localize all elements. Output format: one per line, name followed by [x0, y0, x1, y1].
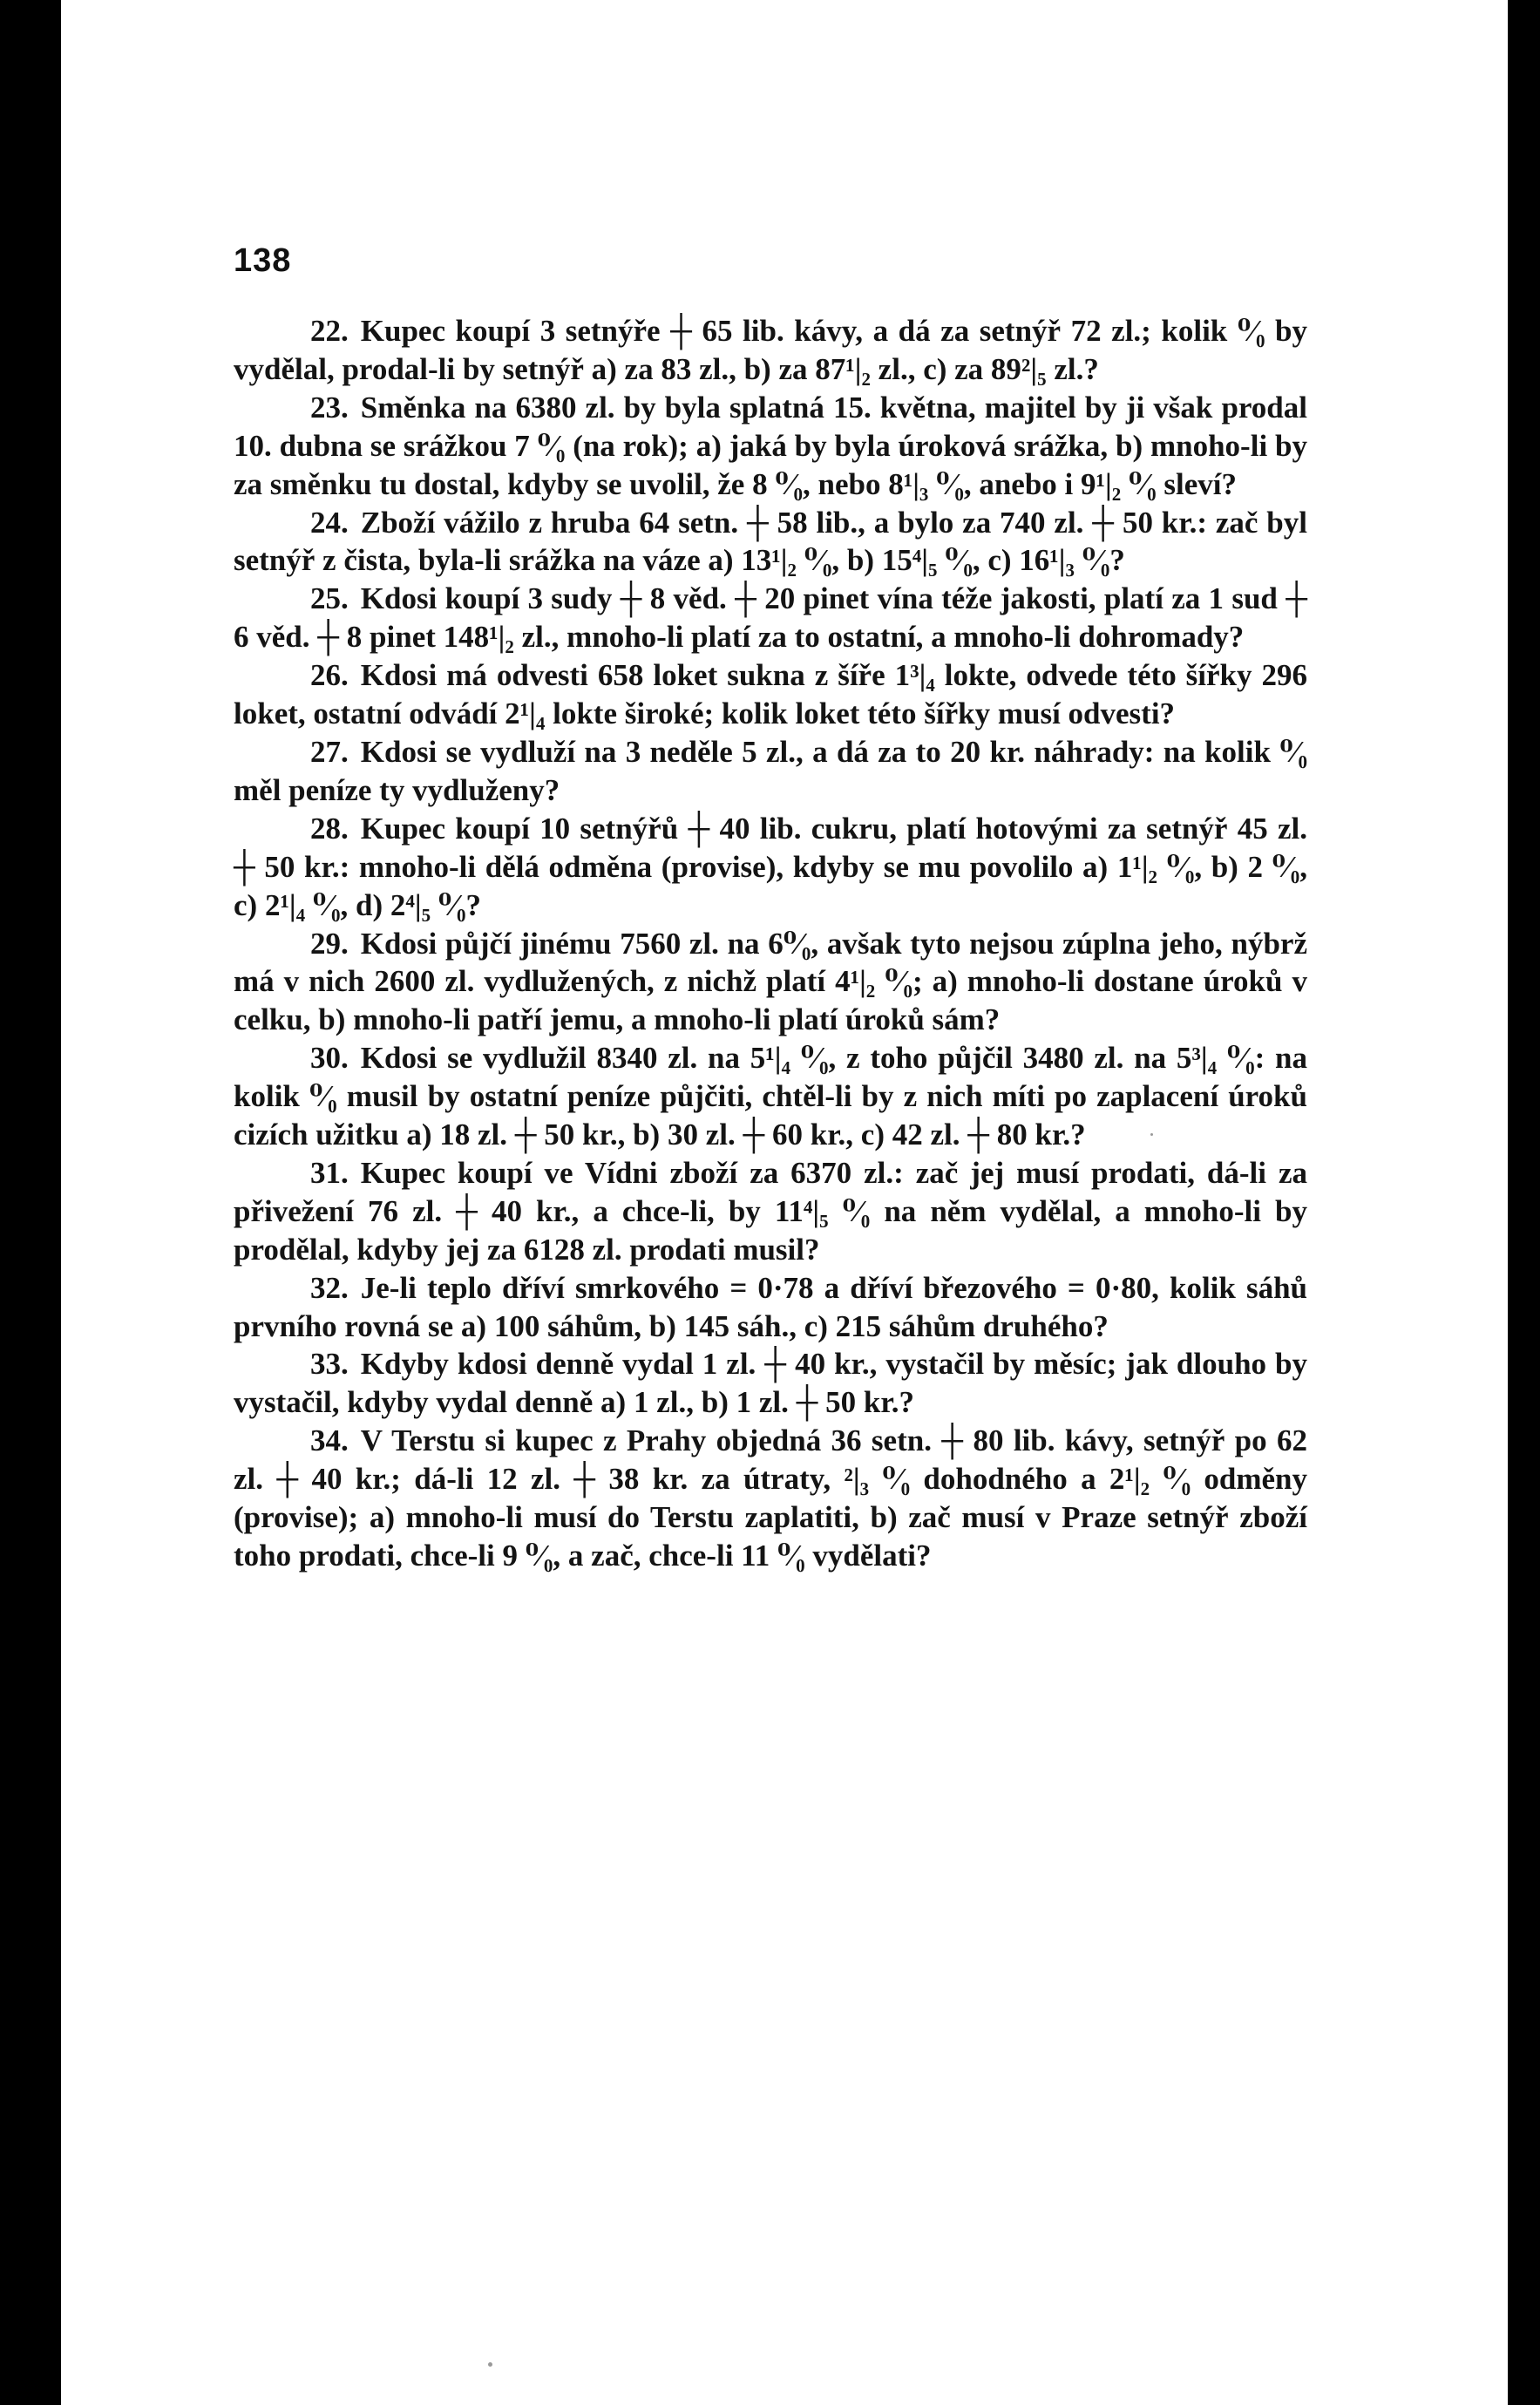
problem-number: 23. [310, 390, 349, 425]
problem-text: Kupec koupí 10 setnýřů ┼ 40 lib. cukru, platí hotovými za setnýř 45 zl. ┼ 50 kr.: mnoho-li dělá odměna (provise), kdyby se mu povolilo a) 1¹|₂ ⁰⁄₀, b) 2 ⁰⁄₀, c) 2¹|₄ ⁰⁄₀, d) 2⁴|₅ ⁰⁄₀? [234, 811, 1307, 922]
problem-item [234, 504, 1307, 581]
problem-text: Kdosi se vydluží na 3 neděle 5 zl., a dá za to 20 kr. náhrady: na kolik ⁰⁄₀ měl peníze ty vydluženy? [234, 734, 1307, 807]
problem-list [234, 312, 1307, 1575]
problem-item [234, 925, 1307, 1040]
problem-item [234, 810, 1307, 925]
problem-item [234, 312, 1307, 389]
problem-text: Kdosi se vydlužil 8340 zl. na 5¹|₄ ⁰⁄₀, z toho půjčil 3480 zl. na 5³|₄ ⁰⁄₀: na kolik ⁰⁄₀ musil by ostatní peníze půjčiti, chtěl-li by z nich míti po zaplacení úroků cizích užitku a) 18 zl. ┼ 50 kr., b) 30 zl. ┼ 60 kr., c) 42 zl. ┼ 80 kr.? [234, 1041, 1307, 1152]
problem-item [234, 1039, 1307, 1154]
problem-text: Kdyby kdosi denně vydal 1 zl. ┼ 40 kr., vystačil by měsíc; jak dlouho by vystačil, kdyby vydal denně a) 1 zl., b) 1 zl. ┼ 50 kr.? [234, 1347, 1307, 1420]
problem-text: Je-li teplo dříví smrkového = 0·78 a dříví březového = 0·80, kolik sáhů prvního rovná se a) 100 sáhům, b) 145 sáh., c) 215 sáhům druhého? [234, 1270, 1307, 1343]
problem-text: Zboží vážilo z hruba 64 setn. ┼ 58 lib., a bylo za 740 zl. ┼ 50 kr.: zač byl setnýř z čista, byla-li srážka na váze a) 13¹|₂ ⁰⁄₀, b) 15⁴|₅ ⁰⁄₀, c) 16¹|₃ ⁰⁄₀? [234, 505, 1307, 578]
problem-number: 27. [310, 734, 349, 769]
problem-item [234, 1345, 1307, 1422]
problem-number: 24. [310, 505, 349, 540]
problem-number: 34. [310, 1423, 349, 1458]
problem-number: 26. [310, 658, 349, 693]
problem-item [234, 580, 1307, 656]
problem-number: 29. [310, 926, 349, 961]
page-number: 138 [234, 242, 292, 279]
problem-number: 31. [310, 1155, 349, 1190]
problem-text: Kdosi má odvesti 658 loket sukna z šíře 1³|₄ lokte, odvede této šířky 296 loket, ostatní odvádí 2¹|₄ lokte široké; kolik loket této šířky musí odvesti? [234, 658, 1307, 731]
problem-number: 32. [310, 1270, 349, 1305]
problem-number: 25. [310, 581, 349, 616]
problem-item [234, 1269, 1307, 1346]
problem-number: 33. [310, 1347, 349, 1382]
problem-item [234, 1154, 1307, 1269]
problem-text: Kupec koupí 3 setnýře ┼ 65 lib. kávy, a dá za setnýř 72 zl.; kolik ⁰⁄₀ by vydělal, prodal-li by setnýř a) za 83 zl., b) za 87¹|₂ zl., c) za 89²|₅ zl.? [234, 314, 1307, 386]
problem-item [234, 656, 1307, 733]
problem-text: V Terstu si kupec z Prahy objedná 36 setn. ┼ 80 lib. kávy, setnýř po 62 zl. ┼ 40 kr.; dá-li 12 zl. ┼ 38 kr. za útraty, ²|₃ ⁰⁄₀ dohodného a 2¹|₂ ⁰⁄₀ odměny (provise); a) mnoho-li musí do Terstu zaplatiti, b) zač musí v Praze setnýř zboží toho prodati, chce-li 9 ⁰⁄₀, a zač, chce-li 11 ⁰⁄₀ vydělati? [234, 1423, 1307, 1573]
problem-number: 28. [310, 811, 349, 846]
problem-item [234, 733, 1307, 810]
problem-item [234, 1422, 1307, 1575]
scan-speck [488, 2362, 492, 2367]
problem-item [234, 389, 1307, 504]
problem-text: Kupec koupí ve Vídni zboží za 6370 zl.: zač jej musí prodati, dá-li za přivežení 76 zl. ┼ 40 kr., a chce-li, by 11⁴|₅ ⁰⁄₀ na něm vydělal, a mnoho-li by prodělal, kdyby jej za 6128 zl. prodati musil? [234, 1155, 1307, 1267]
problem-number: 22. [310, 314, 349, 348]
problem-number: 30. [310, 1041, 349, 1076]
problem-text: Kdosi koupí 3 sudy ┼ 8 věd. ┼ 20 pinet vína téže jakosti, platí za 1 sud ┼ 6 věd. ┼ 8 pinet 148¹|₂ zl., mnoho-li platí za to ostatní, a mnoho-li dohromady? [234, 581, 1307, 655]
problem-text: Kdosi půjčí jinému 7560 zl. na 6⁰⁄₀, avšak tyto nejsou zúplna jeho, nýbrž má v nich 2600 zl. vydlužených, z nichž platí 4¹|₂ ⁰⁄₀; a) mnoho-li dostane úroků v celku, b) mnoho-li patří jemu, a mnoho-li platí úroků sám? [234, 926, 1307, 1037]
problem-text: Směnka na 6380 zl. by byla splatná 15. května, majitel by ji však prodal 10. dubna se srážkou 7 ⁰⁄₀ (na rok); a) jaká by byla úroková srážka, b) mnoho-li by za směnku tu dostal, kdyby se uvolil, že 8 ⁰⁄₀, nebo 8¹|₃ ⁰⁄₀, anebo i 9¹|₂ ⁰⁄₀ sleví? [234, 390, 1307, 501]
